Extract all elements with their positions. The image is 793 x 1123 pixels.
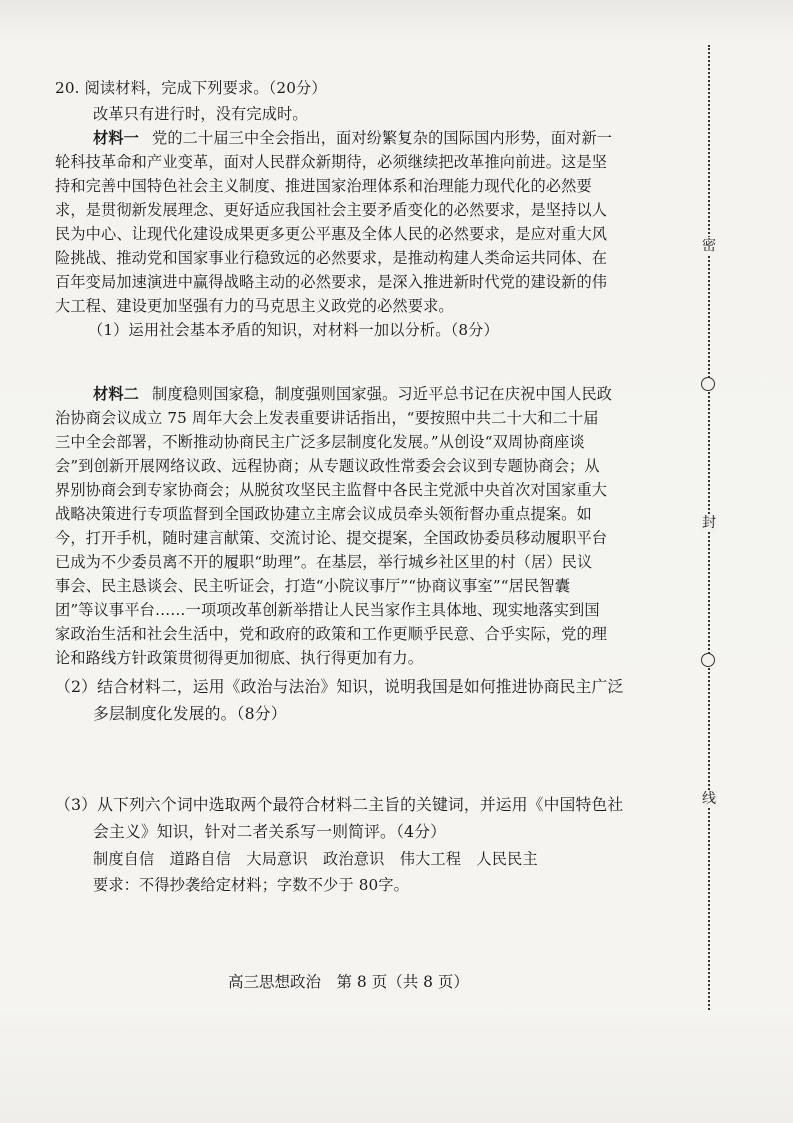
material2-line-7: 今，打开手机，随时建言献策、交流讨论、提交提案，全国政协委员移动履职平台 (55, 529, 608, 547)
keyword-list: 制度自信 道路自信 大局意识 政治意识 伟大工程 人民民主 (93, 850, 538, 868)
material2-line-6: 战略决策进行专项监督到全国政协建立主席会议成员牵头领衔督办重点提案。如 (55, 505, 592, 523)
binding-mark-line: 线 (702, 791, 716, 807)
page-footer: 高三思想政治 第 8 页（共 8 页） (228, 973, 469, 991)
material1-line-7: 百年变局加速演进中赢得战略主动的必然要求，是深入推进新时代党的建设新的伟 (55, 273, 608, 291)
motto: 改革只有进行时，没有完成时。 (93, 105, 308, 123)
sub-question-2-line-1: （2）结合材料二，运用《政治与法治》知识，说明我国是如何推进协商民主广泛 (55, 677, 624, 696)
question-instruction: 阅读材料，完成下列要求。（20分） (84, 79, 327, 97)
question-heading (55, 78, 327, 98)
material1-line-4: 求，是贯彻新发展理念、更好适应我国社会主要矛盾变化的必然要求，是坚持以人 (55, 201, 608, 219)
material2-line-10: 团”等议事平台……一项项改革创新举措让人民当家作主具体地、现实地落实到国 (55, 601, 600, 619)
material1-line-5: 民为中心、让现代化建设成果更多更公平惠及全体人民的必然要求，是应对重大风 (55, 225, 608, 243)
answer-requirement: 要求：不得抄袭给定材料；字数不少于 80字。 (93, 876, 410, 894)
material1-line-6: 险挑战、推动党和国家事业行稳致远的必然要求，是推动构建人类命运共同体、在 (55, 249, 608, 267)
sub-question-3-line-2: 会主义》知识，针对二者关系写一则简评。（4分） (93, 822, 447, 841)
material1-line-2: 轮科技革命和产业变革，面对人民群众新期待，必须继续把改革推向前进。这是坚 (55, 153, 608, 171)
material2-line-4: 会”到创新开展网络议政、远程协商；从专题议政性常委会会议到专题协商会；从 (55, 457, 600, 475)
binding-mark-close: 封 (702, 515, 716, 531)
material1-line-3: 持和完善中国特色社会主义制度、推进国家治理体系和治理能力现代化的必然要 (55, 177, 592, 195)
material1-line-8: 大工程、建设更加坚强有力的马克思主义政党的必然要求。 (55, 297, 454, 315)
material2-line-8: 已成为不少委员离不开的履职“助理”。在基层，举行城乡社区里的村（居）民议 (55, 553, 593, 571)
material2-label: 材料二 (93, 385, 140, 403)
binding-mark-seal: 密 (702, 238, 716, 254)
material2-line-11: 家政治生活和社会生活中，党和政府的政策和工作更顺乎民意、合乎实际，党的理 (55, 625, 608, 643)
sub-question-2-line-2: 多层制度化发展的。（8分） (93, 704, 287, 723)
material1-label: 材料一 (93, 129, 140, 147)
material2-line-9: 事会、民主恳谈会、民主听证会，打造“小院议事厅”“协商议事室”“居民智囊 (55, 577, 571, 595)
question-number: 20. (55, 79, 80, 97)
material2-line-12: 论和路线方针政策贯彻得更加彻底、执行得更加有力。 (55, 649, 424, 667)
binding-hole-2 (701, 653, 715, 667)
material2-line-1: 材料二 制度稳则国家稳，制度强则国家强。习近平总书记在庆祝中国人民政 (93, 385, 613, 403)
material1-line-1: 材料一 党的二十届三中全会指出，面对纷繁复杂的国际国内形势，面对新一 (93, 129, 613, 147)
sub-question-1: （1）运用社会基本矛盾的知识，对材料一加以分析。（8分） (88, 321, 499, 339)
sub-question-3-line-1: （3）从下列六个词中选取两个最符合材料二主旨的关键词，并运用《中国特色社 (55, 795, 624, 814)
material2-line-5: 界别协商会到专家协商会；从脱贫攻坚民主监督中各民主党派中央首次对国家重大 (55, 481, 608, 499)
material2-line-3: 三中全会部署，不断推动协商民主广泛多层制度化发展。”从创设“双周协商座谈 (55, 433, 585, 451)
binding-hole-1 (701, 377, 715, 391)
material2-line-2: 治协商会议成立 75 周年大会上发表重要讲话指出，“要按照中共二十大和二十届 (55, 409, 599, 427)
